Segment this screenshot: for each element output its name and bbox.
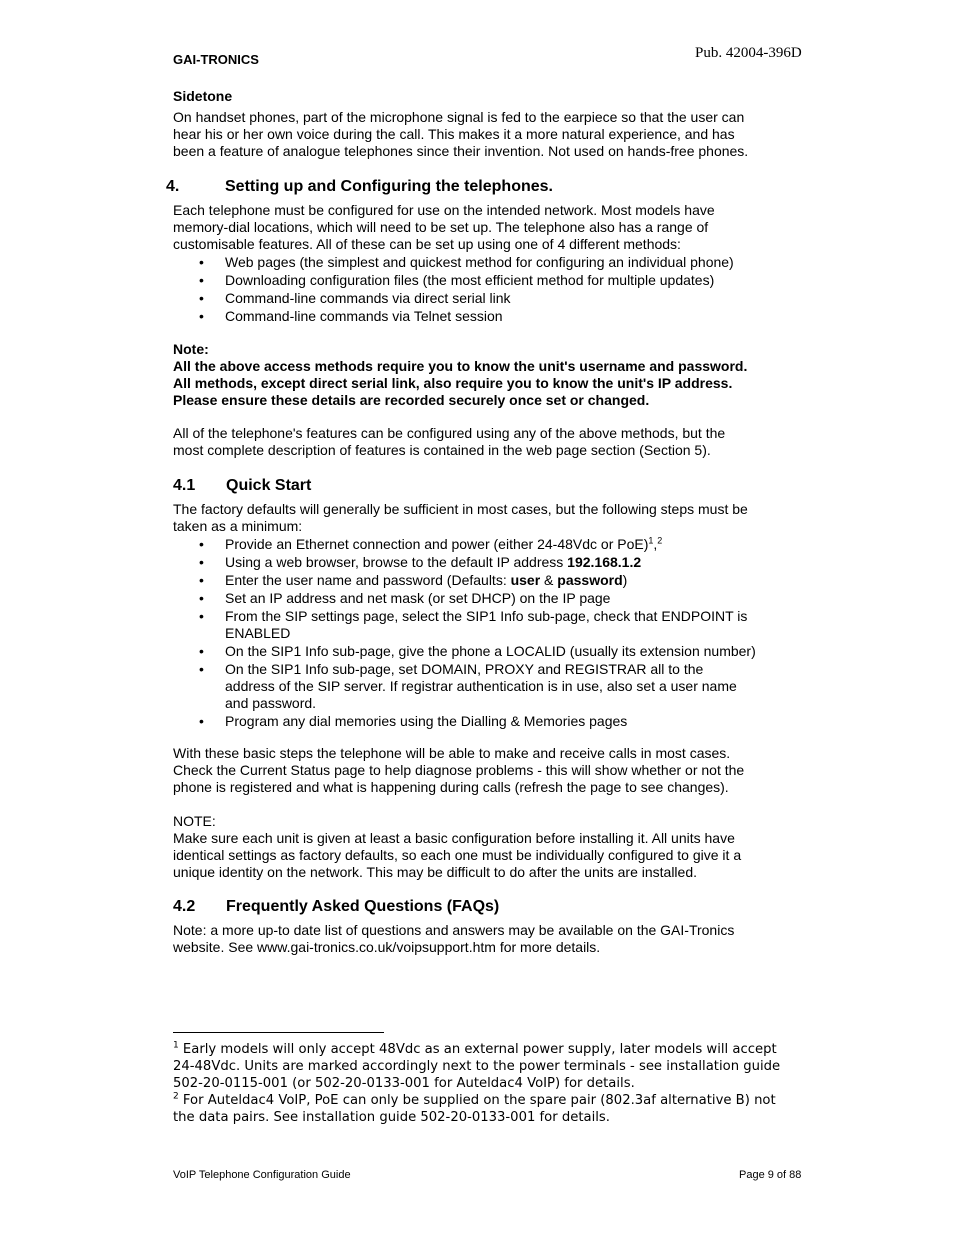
text-line: Each telephone must be configured for use on the intended network. Most models have xyxy=(173,202,715,218)
text-line: unique identity on the network. This may be difficult to do after the units are installed. xyxy=(173,864,698,880)
quick-start-intro xyxy=(173,501,813,535)
company-name: GAI-TRONICS xyxy=(173,52,259,67)
section-title: Frequently Asked Questions (FAQs) xyxy=(226,898,500,915)
text-line: phone is registered and what is happening during calls (refresh the page to see changes). xyxy=(173,779,729,795)
sidetone-heading: Sidetone xyxy=(173,88,233,104)
config-methods-list xyxy=(173,254,813,326)
note-label: Note: xyxy=(173,341,209,357)
text-line: customisable features. All of these can be set up using one of 4 different methods: xyxy=(173,236,681,252)
section-title: Quick Start xyxy=(226,477,312,494)
text-line: Note: a more up-to date list of questions and answers may be available on the GAI-Tronics xyxy=(173,922,735,938)
footer-doc-title: VoIP Telephone Configuration Guide xyxy=(173,1169,351,1181)
section-4-1-heading xyxy=(173,477,311,495)
list-item: • Web pages (the simplest and quickest method for configuring an individual phone) xyxy=(199,254,734,270)
text-line: On handset phones, part of the microphone signal is fed to the earpiece so that the user can xyxy=(173,109,745,125)
text-line: most complete description of features is contained in the web page section (Section 5). xyxy=(173,442,711,458)
text-line: website. See www.gai-tronics.co.uk/voipsupport.htm for more details. xyxy=(173,939,601,955)
text-line: taken as a minimum: xyxy=(173,518,303,534)
text-line: Check the Current Status page to help diagnose problems - this will show whether or not the xyxy=(173,762,745,778)
text-line: All methods, except direct serial link, also require you to know the unit's IP address. xyxy=(173,375,733,391)
footnote-1: $^1$ Early models will only accept 48Vdc as an external power supply, later models will accept 24-48Vdc. Units are marked accordingly next to the power terminals - see installation guide 502-20-0115-001 (or 502-20-0133-001 for Auteldac4 VoIP) for details. xyxy=(173,1040,781,1091)
list-item: • Downloading configuration files (the most efficient method for multiple updates) xyxy=(199,272,715,288)
list-item: • On the SIP1 Info sub-page, give the phone a LOCALID (usually its extension number) xyxy=(199,643,756,659)
footnote-ref: 1 xyxy=(648,535,654,546)
text-line: hear his or her own voice during the call. This makes it a more natural experience, and has xyxy=(173,126,735,142)
note-label: NOTE: xyxy=(173,813,216,829)
quick-start-after xyxy=(173,745,813,796)
text-line: The factory defaults will generally be sufficient in most cases, but the following steps must be xyxy=(173,501,748,517)
publication-number: Pub. 42004-396D xyxy=(695,45,802,61)
section-title: Setting up and Configuring the telephones. xyxy=(225,178,553,195)
footnote-mark: 1 xyxy=(173,1040,179,1051)
access-note xyxy=(173,341,813,409)
text-line: identical settings as factory defaults, so each one must be individually configured to give it a xyxy=(173,847,742,863)
section-4-closing xyxy=(173,425,813,459)
footer-page-number: Page 9 of 88 xyxy=(739,1169,802,1181)
sidetone-paragraph xyxy=(173,109,813,160)
footnotes xyxy=(173,1041,813,1126)
section-number: 4. xyxy=(166,178,180,195)
section-number: 4.1 xyxy=(173,477,196,494)
text-line: been a feature of analogue telephones since their invention. Not used on hands-free phones. xyxy=(173,143,749,159)
text-line: memory-dial locations, which will need to be set up. The telephone also has a range of xyxy=(173,219,709,235)
list-item: • From the SIP settings page, select the SIP1 Info sub-page, check that ENDPOINT is ENABLED xyxy=(199,608,748,641)
text-line: With these basic steps the telephone will be able to make and receive calls in most cases. xyxy=(173,745,731,761)
text-line: Please ensure these details are recorded securely once set or changed. xyxy=(173,392,650,408)
default-password: password xyxy=(557,572,623,588)
quick-start-steps xyxy=(173,536,813,731)
text-line: All the above access methods require you to know the unit's username and password. xyxy=(173,358,748,374)
faq-paragraph xyxy=(173,922,813,956)
footnote-ref: 2 xyxy=(657,535,663,546)
install-note xyxy=(173,813,813,881)
list-item: • Set an IP address and net mask (or set DHCP) on the IP page xyxy=(199,590,611,606)
list-item: • Provide an Ethernet connection and power (either 24-48Vdc or PoE)$^1$,$^2$ xyxy=(199,535,663,552)
default-ip: 192.168.1.2 xyxy=(567,554,642,570)
list-item: • Using a web browser, browse to the default IP address 192.168.1.2 xyxy=(199,554,642,570)
section-4-2-heading xyxy=(173,898,499,916)
footnote-mark: 2 xyxy=(173,1091,179,1102)
default-user: user xyxy=(510,572,541,588)
list-item: • Enter the user name and password (Defaults: user & password) xyxy=(199,572,628,588)
text-line: All of the telephone's features can be configured using any of the above methods, but the xyxy=(173,425,726,441)
section-4-intro xyxy=(173,202,813,253)
list-item: • Command-line commands via Telnet session xyxy=(199,308,503,324)
section-4-heading xyxy=(166,178,553,196)
footnote-2: $^2$ For Auteldac4 VoIP, PoE can only be supplied on the spare pair (802.3af alternative B) not the data pairs. See installation guide 502-20-0133-001 for details. xyxy=(173,1091,776,1125)
list-item: • On the SIP1 Info sub-page, set DOMAIN, PROXY and REGISTRAR all to the address of the SIP server. If registrar authentication is in use, also set a user name and password. xyxy=(199,661,737,711)
list-item: • Command-line commands via direct serial link xyxy=(199,290,511,306)
section-number: 4.2 xyxy=(173,898,196,915)
text-line: Make sure each unit is given at least a basic configuration before installing it. All units have xyxy=(173,830,735,846)
list-item: • Program any dial memories using the Dialling & Memories pages xyxy=(199,713,628,729)
footnote-divider xyxy=(173,1032,384,1033)
